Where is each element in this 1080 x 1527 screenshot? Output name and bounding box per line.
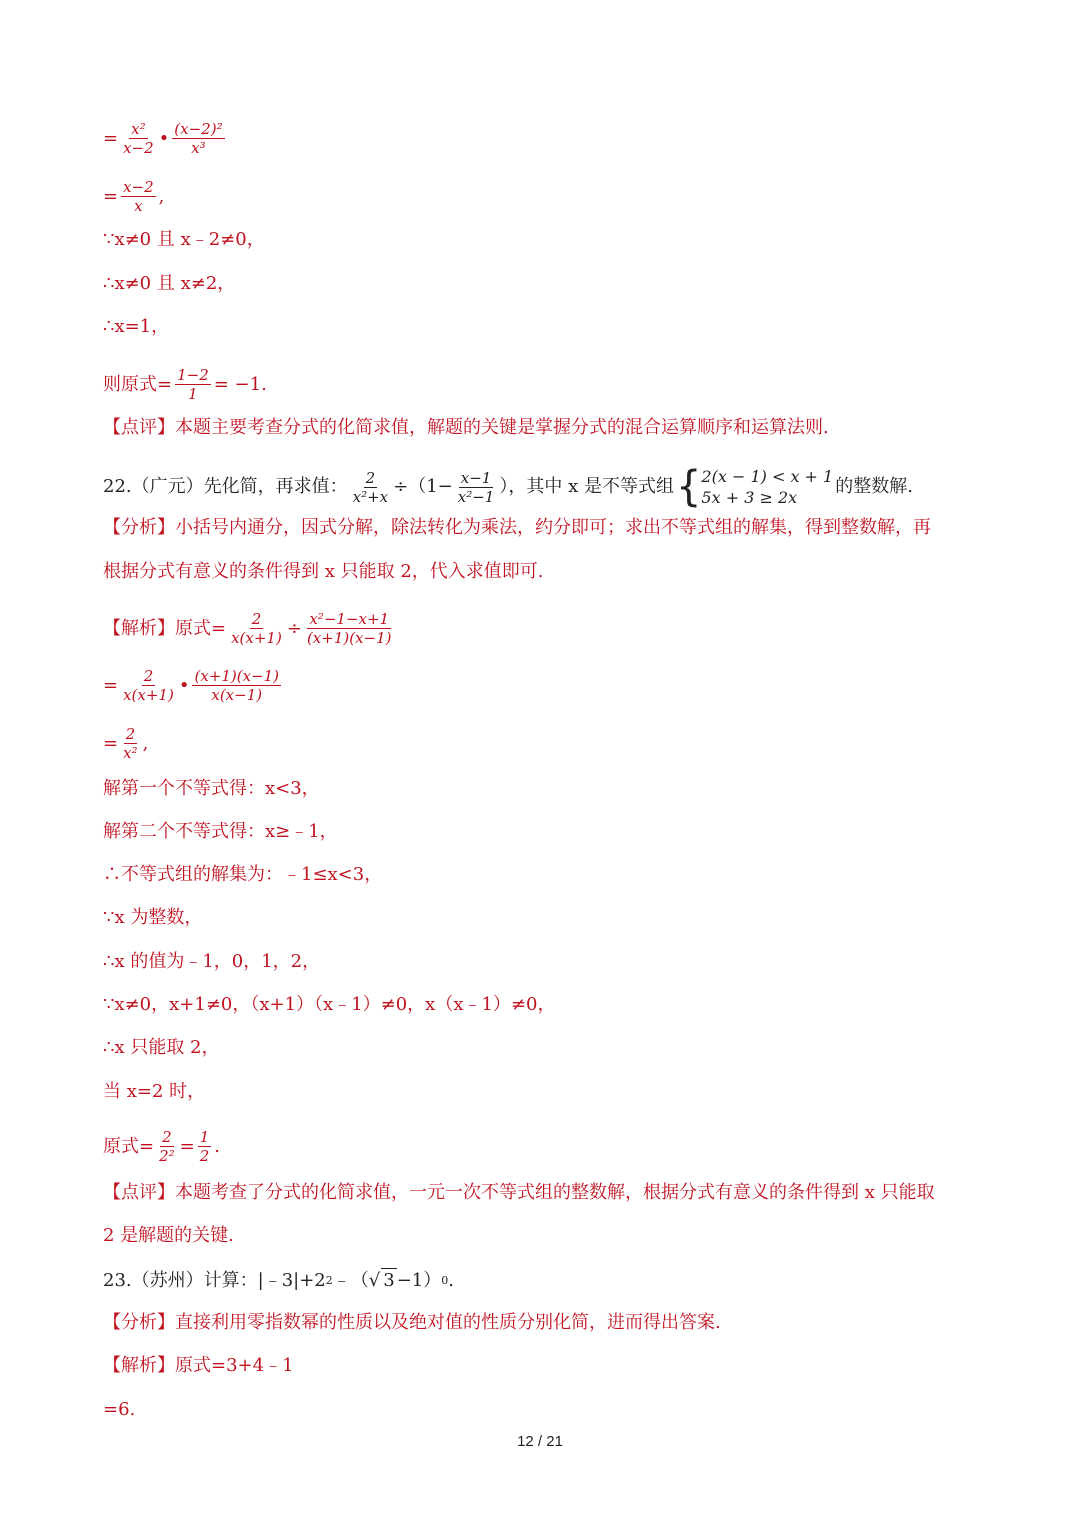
fraction: [157, 1128, 177, 1165]
inequality-1: 2(x − 1) < x + 1: [701, 467, 834, 486]
solution-22-line-2: [103, 667, 284, 704]
text: ﹣（: [332, 1269, 369, 1291]
equals-sign: =: [103, 732, 119, 754]
denominator: x²: [123, 744, 138, 762]
fraction: [121, 725, 139, 762]
fraction: [351, 469, 391, 506]
question-23: 23.（苏州）计算：|﹣3|+2 2 ﹣（ √ 3 −1） 0 .: [103, 1269, 454, 1291]
fraction: [456, 469, 497, 506]
solution-22-line-11: 当 x=2 时，: [103, 1081, 206, 1102]
solution-22-line-1: [103, 610, 397, 647]
step-line-6: [103, 366, 267, 403]
inequality-2: 5x + 3 ≥ 2x: [701, 488, 798, 507]
equals-sign: =: [103, 674, 119, 696]
fraction: [229, 610, 284, 647]
punctuation: ,: [158, 185, 165, 207]
equals-sign: =: [103, 185, 119, 207]
numerator: 2: [365, 468, 376, 487]
solution-23-line-2: =6.: [103, 1399, 136, 1420]
analysis-22-line-1: 【分析】小括号内通分，因式分解，除法转化为乘法，约分即可；求出不等式组的解集，得到整数解，再: [103, 517, 931, 538]
numerator: x−2: [123, 178, 154, 196]
denominator: x²−1: [457, 487, 495, 506]
solution-22-line-3: [103, 725, 148, 762]
fraction: [121, 178, 156, 215]
solution-22-line-10: ∴x 只能取 2，: [103, 1037, 220, 1058]
numerator: 2: [251, 610, 262, 628]
inequality-system: [675, 462, 834, 512]
question-text: 22.（广元）先化简，再求值：: [103, 476, 348, 497]
equals-sign: =: [179, 1135, 195, 1157]
solution-22-line-12: [103, 1128, 220, 1165]
system-rows: [701, 466, 833, 508]
analysis-22-line-2: 根据分式有意义的条件得到 x 只能取 2，代入求值即可.: [103, 561, 544, 582]
step-line-2: [103, 178, 164, 215]
denominator: 2²: [159, 1147, 175, 1165]
comment-22-line-1: 【点评】本题考查了分式的化简求值，一元一次不等式组的整数解，根据分式有意义的条件得到 x 只能取: [103, 1182, 935, 1203]
denominator: 1: [188, 385, 198, 403]
text: 【解析】原式=: [103, 617, 227, 639]
fraction: [121, 120, 156, 157]
fraction: [198, 1128, 212, 1165]
denominator: x(x−1): [211, 686, 263, 704]
denominator: x(x+1): [231, 629, 282, 647]
denominator: x: [134, 197, 143, 215]
denominator: x²+x: [352, 487, 389, 506]
page-number: 12 / 21: [517, 1433, 563, 1450]
text: 则原式=: [103, 373, 173, 395]
step-line-3: ∵x≠0 且 x﹣2≠0，: [103, 229, 265, 250]
numerator: 1−2: [177, 366, 209, 384]
step-line-1: [103, 120, 228, 157]
punctuation: ,: [142, 732, 149, 754]
denominator: x−2: [123, 139, 154, 157]
solution-22-line-5: 解第二个不等式得：x≥﹣1，: [103, 821, 338, 842]
numerator: 2: [143, 667, 154, 685]
numerator: 1: [199, 1128, 210, 1146]
numerator: x²: [131, 120, 146, 138]
comment-22-line-2: 2 是解题的关键.: [103, 1225, 234, 1246]
solution-22-line-6: ∴不等式组的解集为：﹣1≤x<3，: [103, 864, 383, 885]
step-line-4: ∴x≠0 且 x≠2，: [103, 273, 236, 294]
multiply-dot: •: [178, 674, 190, 696]
numerator: (x−2)²: [174, 120, 223, 138]
numerator: x²−1−x+1: [309, 610, 390, 628]
multiply-dot: •: [158, 127, 170, 149]
denominator: x(x+1): [123, 686, 174, 704]
punctuation: .: [214, 1135, 221, 1157]
text: = −1.: [213, 373, 267, 395]
question-text: 23.（苏州）计算：|﹣3|+2: [103, 1269, 326, 1291]
numerator: x−1: [460, 468, 492, 487]
text: −1）: [396, 1269, 442, 1291]
text: 的整数解.: [835, 476, 913, 497]
fraction: [305, 610, 394, 647]
solution-22-line-9: ∵x≠0，x+1≠0，（x+1）（x﹣1）≠0，x（x﹣1）≠0，: [103, 994, 556, 1015]
solution-22-line-4: 解第一个不等式得：x<3，: [103, 778, 320, 799]
text: 原式=: [103, 1135, 155, 1157]
denominator: 2: [199, 1147, 210, 1165]
step-line-5: ∴x=1，: [103, 316, 170, 337]
fraction: [192, 667, 281, 704]
brace-icon: {: [675, 462, 702, 512]
sqrt-argument: 3: [383, 1270, 395, 1291]
denominator: x³: [191, 139, 206, 157]
comment-21: 【点评】本题主要考查分式的化简求值，解题的关键是掌握分式的混合运算顺序和运算法则.: [103, 417, 829, 438]
equals-sign: =: [103, 127, 119, 149]
analysis-23: 【分析】直接利用零指数幂的性质以及绝对值的性质分别化简，进而得出答案.: [103, 1312, 721, 1333]
fraction: [172, 120, 224, 157]
text: ），其中 x 是不等式组: [499, 476, 674, 497]
numerator: (x+1)(x−1): [194, 667, 280, 685]
question-22: [103, 462, 913, 512]
denominator: (x+1)(x−1): [306, 629, 392, 647]
numerator: 2: [162, 1128, 172, 1146]
divide-sign: ÷: [286, 617, 302, 639]
sqrt-icon: √: [368, 1269, 381, 1291]
numerator: 2: [125, 725, 136, 743]
fraction: [175, 366, 211, 403]
solution-22-line-8: ∴x 的值为﹣1，0，1，2，: [103, 951, 321, 972]
text: ÷（1−: [393, 476, 453, 497]
fraction: [121, 667, 176, 704]
solution-22-line-7: ∵x 为整数，: [103, 907, 203, 928]
punctuation: .: [448, 1269, 454, 1291]
solution-23-line-1: 【解析】原式=3+4﹣1: [103, 1355, 294, 1376]
